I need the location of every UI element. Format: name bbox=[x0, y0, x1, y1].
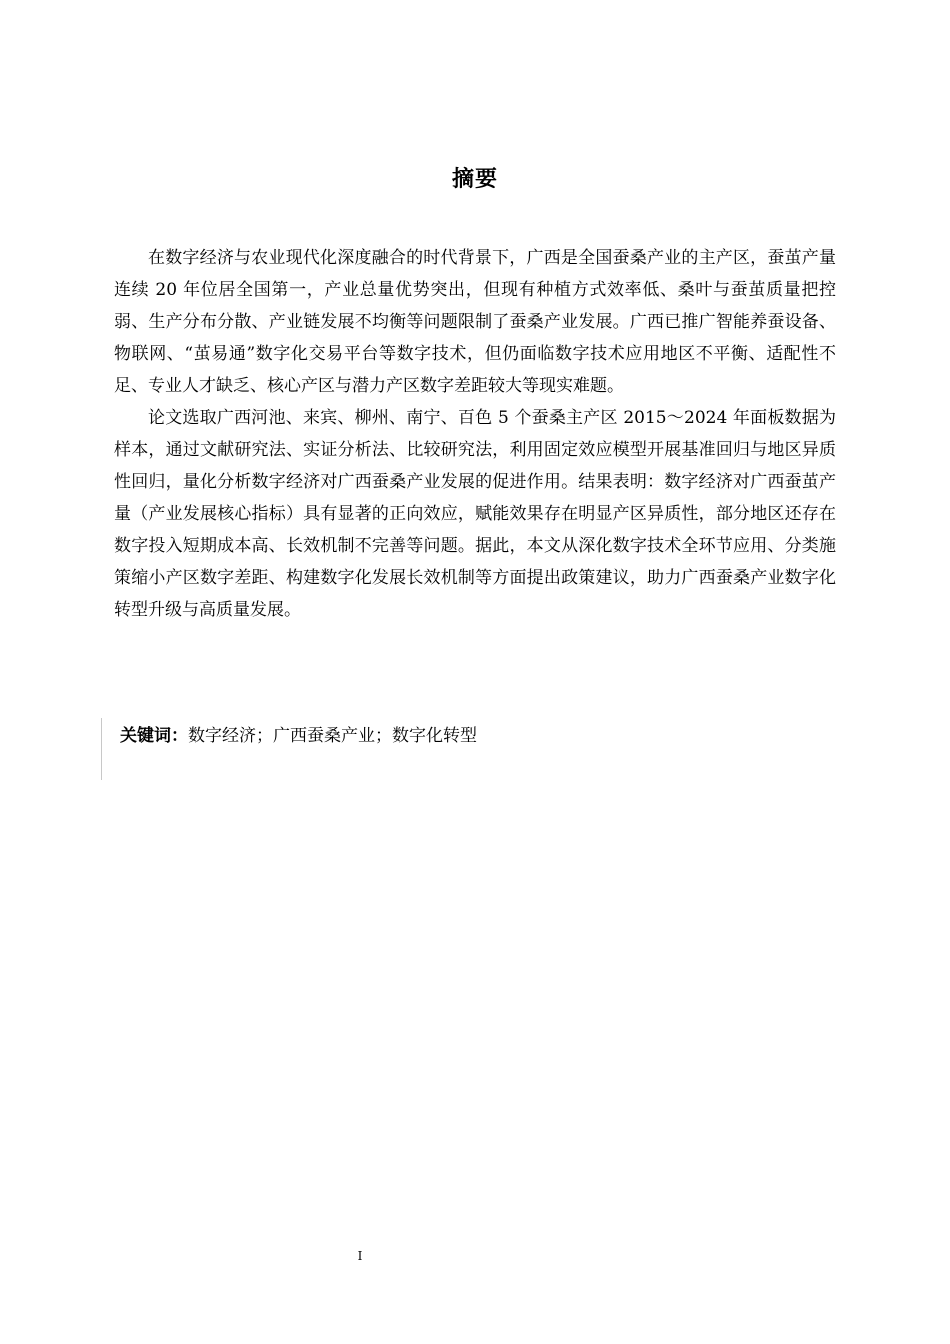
abstract-paragraph-1: 在数字经济与农业现代化深度融合的时代背景下，广西是全国蚕桑产业的主产区，蚕茧产量连续 20 年位居全国第一，产业总量优势突出，但现有种植方式效率低、桑叶与蚕茧质量把控弱、生产分布分散、产业链发展不均衡等问题限制了蚕桑产业发展。广西已推广智能养蚕设备、物联网、“茧易通”数字化交易平台等数字技术，但仍面临数字技术应用地区不平衡、适配性不足、专业人才缺乏、核心产区与潜力产区数字差距较大等现实难题。 bbox=[114, 248, 836, 396]
keywords-label: 关键词： bbox=[120, 726, 188, 746]
keywords-value: 数字经济；广西蚕桑产业；数字化转型 bbox=[188, 726, 477, 746]
page-number: I bbox=[357, 1249, 363, 1263]
margin-rule bbox=[101, 718, 102, 780]
abstract-paragraph-2: 论文选取广西河池、来宾、柳州、南宁、百色 5 个蚕桑主产区 2015～2024 年面板数据为样本，通过文献研究法、实证分析法、比较研究法，利用固定效应模型开展基准回归与地区异质性回归，量化分析数字经济对广西蚕桑产业发展的促进作用。结果表明：数字经济对广西蚕茧产量（产业发展核心指标）具有显著的正向效应，赋能效果存在明显产区异质性，部分地区还存在数字投入短期成本高、长效机制不完善等问题。据此，本文从深化数字技术全环节应用、分类施策缩小产区数字差距、构建数字化发展长效机制等方面提出政策建议，助力广西蚕桑产业数字化转型升级与高质量发展。 bbox=[114, 408, 836, 620]
page-title: 摘要 bbox=[451, 167, 498, 192]
keywords-line bbox=[120, 720, 820, 752]
abstract-body bbox=[114, 242, 836, 626]
